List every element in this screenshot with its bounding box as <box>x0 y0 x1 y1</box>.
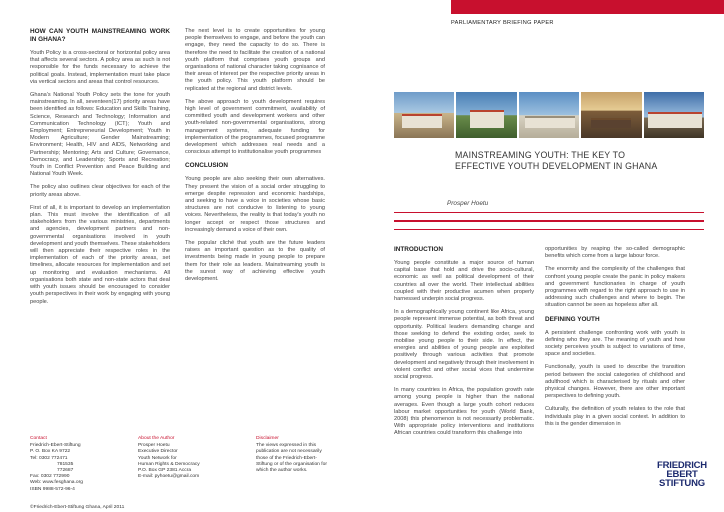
disclaimer-line: The views expressed in this <box>256 443 317 449</box>
photo-building <box>394 92 454 138</box>
section-heading-introduction: INTRODUCTION <box>394 246 443 253</box>
copyright: ©Friedrich-Ebert-Stiftung Ghana, April 2011 <box>30 505 125 510</box>
disclaimer-block <box>256 436 344 474</box>
disclaimer-line: which the author works. <box>256 468 308 474</box>
about-author-label: About the Author <box>138 436 175 441</box>
paragraph: Young people are also seeking their own alternatives. They present the vision of a social order struggling to emerge despite repression and economic hardships, and seeking to have a voice in societies whose basic structures are not conducive to listening to young voices. Nevertheless, the reality is that today's youth no longer accept or respect those structures and increasingly demand a voice of their own. <box>185 176 325 233</box>
photo-building <box>456 92 516 138</box>
contact-block <box>30 436 110 493</box>
logo-line: STIFTUNG <box>659 478 705 489</box>
contact-line: P. O. Box KA 9722 <box>30 449 71 455</box>
paragraph: opportunities by reaping the so-called demographic benefits which come from a large labour force. <box>545 246 685 260</box>
column-defining-youth <box>545 246 685 434</box>
section-heading-defining-youth: DEFINING YOUTH <box>545 315 600 323</box>
author-line: Human Rights & Democracy <box>138 461 200 467</box>
briefing-label: PARLIAMENTARY BRIEFING PAPER <box>451 20 554 26</box>
contact-line: Web: www.fesghana.org <box>30 480 83 486</box>
paragraph: Youth Policy is a cross-sectoral or horizontal policy area that affects several sectors. A policy area as such is not responsible for the funds necessary to achieve the political goals. Instead, implementation must take place via vertical sectors and areas that control resources. <box>30 50 170 85</box>
logo-line: EBERT <box>666 469 698 480</box>
paragraph: The popular cliché that youth are the future leaders raises an important question as to the quality of investments being made in young people to prepare them for their role as leaders. Mainstreaming youth is the surest way of achieving effective youth development. <box>185 240 325 283</box>
paragraph: The enormity and the complexity of the challenges that confront young people create the panic in policy makers and government functionaries in charge of youth programmes with regard to the right approach to use in addressing such challenges and where to begin. The situation cannot be seen as hopeless after all. <box>545 266 685 309</box>
disclaimer-line: those of the Friedrich-Ebert- <box>256 455 317 461</box>
logo-line: FRIEDRICH <box>657 460 707 471</box>
contact-line: Fax: 0302 772990 <box>30 474 70 480</box>
header-color-bar <box>451 0 724 14</box>
contact-line: Tel: 0302 772471 <box>30 455 68 461</box>
author-line: P.O. Box GP 2381 Accra <box>138 468 192 474</box>
page-title <box>455 150 710 172</box>
author-line: E-mail: pyhoetu@gmail.com <box>138 474 200 480</box>
fes-logo <box>651 461 713 488</box>
column-middle <box>185 28 325 289</box>
column-left <box>30 28 170 312</box>
section-heading-conclusion: CONCLUSION <box>185 162 228 170</box>
paragraph: Ghana's National Youth Policy sets the tone for youth mainstreaming. In all, seventeen(17) priority areas have been identified as follows: Education and Skills Training, Science, Research and Technology; Information and Communication Technology (ICT); Youth and Employment; Entrepreneurial Development; Youth in Modern Agriculture; Gender Mainstreaming; Environment; Health, HIV and AIDS, Networking and Partnership; Mentoring; Arts and Culture; Governance, Democracy, and Leadership; Sports and Recreation; Youth in Conflict Prevention and Peace Building and National Youth Week. <box>30 92 170 178</box>
photo-building <box>519 92 579 138</box>
contact-line: 772687 <box>57 468 74 474</box>
section-heading-mainstreaming: HOW CAN YOUTH MAINSTREAMING WORK IN GHANA? <box>30 28 170 43</box>
paragraph: In many countries in Africa, the population growth rate among young people is higher than the national averages. Even though a large youth cohort reduces labour market opportunities for youth (World Bank, 2008) this phenomenon is not necessarily problematic. With appropriate policy interventions and institutions African countries could transform this challenge into <box>394 387 534 437</box>
contact-line: Friedrich-Ebert-Stiftung <box>30 443 81 449</box>
title-line: MAINSTREAMING YOUTH: THE KEY TO <box>455 150 626 160</box>
author-name: Prosper Hoetu <box>447 200 489 207</box>
title-divider <box>394 212 704 230</box>
paragraph: In a demographically young continent like Africa, young people represent immense potential, as both threat and opportunity. Political leaders demanding change and those seeking to defend the existing order, seek to mobilise young people to their side. In effect, the energies and abilities of young people are exploited positively through various activities that promote development and negatively through their involvement in violent conflict and other social vices that undermine social progress. <box>394 309 534 381</box>
disclaimer-line: Stiftung or of the organisation for <box>256 461 327 467</box>
paragraph: Functionally, youth is used to describe the transition period between the social categories of childhood and adulthood which is characterised by rituals and other physical changes. However, there are other important perspectives to defining youth. <box>545 364 685 400</box>
paragraph: The above approach to youth development requires high level of government commitment, availability of committed youth and development workers and other youth-related non-governmental organisations, strong management systems, adequate funding for implementation of the programmes, focused programme development which addresses real needs and a conscious attempt to institutionalise youth programmes <box>185 98 325 156</box>
paragraph: Young people constitute a major source of human capital base that hold and drive the socio-cultural, economic as well as political development of their countries all over the world. Their intellectual abilities coupled with their productive acumen when properly harnessed underpin social progress. <box>394 260 534 303</box>
title-line: EFFECTIVE YOUTH DEVELOPMENT IN GHANA <box>455 161 658 171</box>
author-line: Prosper Hoetu <box>138 443 170 449</box>
paragraph: Culturally, the definition of youth relates to the role that individuals play in a given social context. In addition to this is the gender dimension in <box>545 406 685 427</box>
author-line: Youth Network for <box>138 455 177 461</box>
contact-line: ISBN 9988-572-96-4 <box>30 486 75 492</box>
photo-building <box>644 92 704 138</box>
contact-label: Contact <box>30 436 47 441</box>
about-author-block <box>138 436 233 480</box>
disclaimer-line: publication are not necessarily <box>256 449 322 455</box>
photo-strip <box>394 92 704 138</box>
contact-line: 781535 <box>57 461 74 467</box>
author-line: Executive Director <box>138 449 178 455</box>
paragraph: First of all, it is important to develop an implementation plan. This must involve the identification of all stakeholders from the various ministries, departments and agencies, development partners and non-governmental organisations involved in youth development and youth themselves. These stakeholders will then appreciate their respective roles in the implementation of each of the priority areas, set timelines, allocate resources for implementation and set up monitoring and evaluation mechanisms. All organisations both state and non-state actors that deal with youth issues should be encouraged to consider youth perspectives in their work by engaging with young people. <box>30 204 170 305</box>
disclaimer-label: Disclaimer <box>256 436 279 441</box>
column-introduction <box>394 246 534 444</box>
paragraph: The policy also outlines clear objectives for each of the priority areas above. <box>30 184 170 198</box>
paragraph: A persistent challenge confronting work with youth is defining who they are. The meaning of youth and how society perceives youth is subject to variations of time, space and societies. <box>545 329 685 358</box>
paragraph: The next level is to create opportunities for young people themselves to engage, and before the youth can engage, they need the capacity to do so. There is therefore the need to facilitate the creation of a national youth platform that comprises youth groups and organisations of national character taking cognisance of their areas of interest per the respective priority areas in the youth policy. This youth platform should be replicated at the regional and district levels. <box>185 28 325 92</box>
photo-building <box>581 92 641 138</box>
